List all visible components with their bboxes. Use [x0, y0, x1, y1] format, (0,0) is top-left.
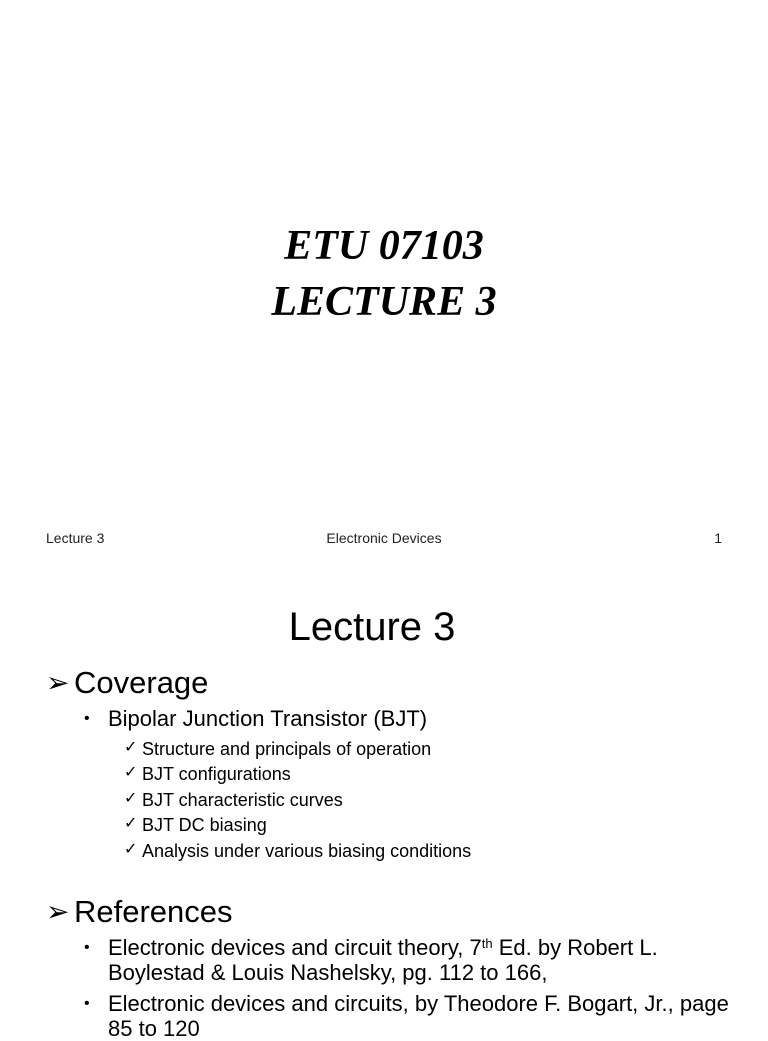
- reference-item: [84, 935, 744, 985]
- coverage-bullet-label: Bipolar Junction Transistor (BJT): [108, 706, 428, 731]
- coverage-item: [124, 813, 267, 836]
- superscript-ordinal: th: [481, 936, 493, 951]
- reference-item: [84, 991, 744, 1041]
- checkmark-icon: ✓: [124, 739, 138, 756]
- slide-title-course-code: ETU 07103: [284, 223, 484, 269]
- footer-center: Electronic Devices: [326, 530, 442, 546]
- footer-page-number: 1: [714, 530, 722, 546]
- coverage-item: [124, 788, 343, 811]
- reference-item-label: [84, 935, 744, 985]
- footer-left: Lecture 3: [46, 530, 105, 546]
- checkmark-icon: ✓: [124, 764, 138, 781]
- coverage-item-label: BJT characteristic curves: [142, 790, 343, 810]
- references-heading: [46, 894, 233, 930]
- checkmark-icon: ✓: [124, 815, 138, 832]
- reference-text: Electronic devices and circuit theory, 7: [108, 935, 482, 960]
- coverage-item: [124, 762, 291, 785]
- checkmark-icon: ✓: [124, 841, 138, 858]
- bullet-dot-icon: •: [84, 939, 90, 956]
- coverage-item: [124, 737, 431, 760]
- coverage-item-label: BJT DC biasing: [142, 815, 267, 835]
- arrow-bullet-icon: ➢: [46, 667, 70, 698]
- bullet-dot-icon: •: [84, 995, 90, 1012]
- coverage-heading: [46, 665, 208, 701]
- slide-title-lecture: LECTURE 3: [271, 279, 497, 325]
- reference-text: Ed. by Robert L. Boylestad & Louis Nashelsky, pg. 112 to 166,: [108, 935, 658, 985]
- slide-2-title: Lecture 3: [288, 605, 456, 649]
- bullet-dot-icon: •: [84, 710, 90, 727]
- coverage-item-label: BJT configurations: [142, 764, 291, 784]
- references-heading-label: References: [74, 894, 233, 929]
- coverage-item: [124, 839, 471, 862]
- checkmark-icon: ✓: [124, 790, 138, 807]
- arrow-bullet-icon: ➢: [46, 896, 70, 927]
- coverage-item-label: Structure and principals of operation: [142, 739, 432, 759]
- coverage-heading-label: Coverage: [74, 665, 209, 700]
- reference-item-label: Electronic devices and circuits, by Theodore F. Bogart, Jr., page 85 to 120: [108, 991, 729, 1041]
- coverage-item-label: Analysis under various biasing conditions: [142, 841, 472, 861]
- coverage-bullet: [84, 706, 744, 731]
